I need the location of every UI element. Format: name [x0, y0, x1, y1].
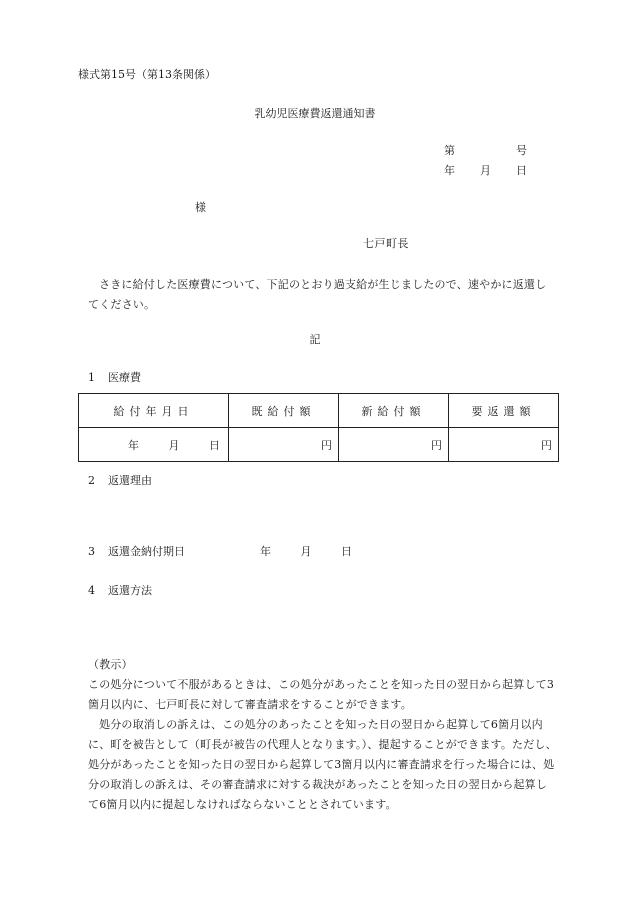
section-label: 返還方法 — [108, 584, 152, 597]
document-number-date-block — [444, 144, 528, 184]
issue-date-day: 日 — [516, 164, 527, 177]
deadline-month: 月 — [300, 545, 312, 558]
header-previous-amount: 既給付額 — [229, 394, 339, 428]
ki-heading: 記 — [309, 333, 321, 346]
document-number-suffix: 号 — [516, 144, 527, 157]
cell-previous-amount: 円 — [229, 428, 339, 462]
cell-day: 日 — [209, 438, 220, 452]
notice-paragraph-2: 処分の取消しの訴えは、この処分のあったことを知った日の翌日から起算して6箇月以内に、町を被告として（町長が被告の代理人となります。）、提起することができます。ただし、処分があったことを知った日の翌日から起算して3箇月以内に審査請求を行った場合には、処分の取消しの訴えは、その審査請求に対する裁決があったことを知った日の翌日から起算して6箇月以内に提起しなければならないこととされています。 — [88, 718, 557, 811]
section-refund-method — [88, 584, 152, 598]
issue-date-year: 年 — [444, 164, 455, 177]
form-number: 様式第15号（第13条関係） — [78, 68, 216, 81]
header-payment-date: 給付年月日 — [79, 394, 229, 428]
body-text: さきに給付した医療費について、下記のとおり過支給が生じましたので、速やかに返還してください。 — [88, 278, 547, 311]
cell-month: 月 — [168, 438, 180, 452]
document-number-row — [444, 144, 528, 164]
table-row — [79, 428, 559, 462]
notice-heading: （教示） — [88, 658, 133, 671]
section-medical-fees — [88, 371, 141, 385]
section-label: 返還金納付期日 — [108, 545, 185, 558]
section-number: 1 — [88, 371, 95, 384]
cell-payment-date — [79, 428, 229, 462]
section-number: 2 — [88, 474, 95, 487]
header-new-amount: 新給付額 — [339, 394, 449, 428]
notice-paragraph-1: この処分について不服があるときは、この処分があったことを知った日の翌日から起算して3箇月以内に、七戸町長に対して審査請求をすることができます。 — [88, 678, 555, 711]
document-title: 乳幼児医療費返還通知書 — [254, 107, 376, 120]
appeal-notice — [88, 655, 558, 815]
issue-date-row — [444, 164, 528, 184]
document-number-prefix: 第 — [444, 144, 455, 157]
payment-deadline-date — [260, 545, 352, 559]
section-refund-reason — [88, 474, 152, 488]
cell-new-amount: 円 — [339, 428, 449, 462]
deadline-day: 日 — [341, 545, 352, 558]
sender-name: 七戸町長 — [363, 237, 409, 250]
cell-refund-amount: 円 — [449, 428, 559, 462]
section-number: 3 — [88, 545, 95, 558]
issue-date-month: 月 — [480, 164, 491, 177]
section-number: 4 — [88, 584, 95, 597]
header-refund-amount: 要返還額 — [449, 394, 559, 428]
cell-year: 年 — [128, 438, 139, 452]
medical-fee-table — [78, 393, 559, 462]
section-payment-deadline — [88, 545, 185, 559]
addressee-honorific: 様 — [195, 201, 206, 214]
deadline-year: 年 — [260, 545, 271, 558]
section-label: 医療費 — [108, 371, 141, 384]
section-label: 返還理由 — [108, 474, 152, 487]
table-header-row — [79, 394, 559, 428]
